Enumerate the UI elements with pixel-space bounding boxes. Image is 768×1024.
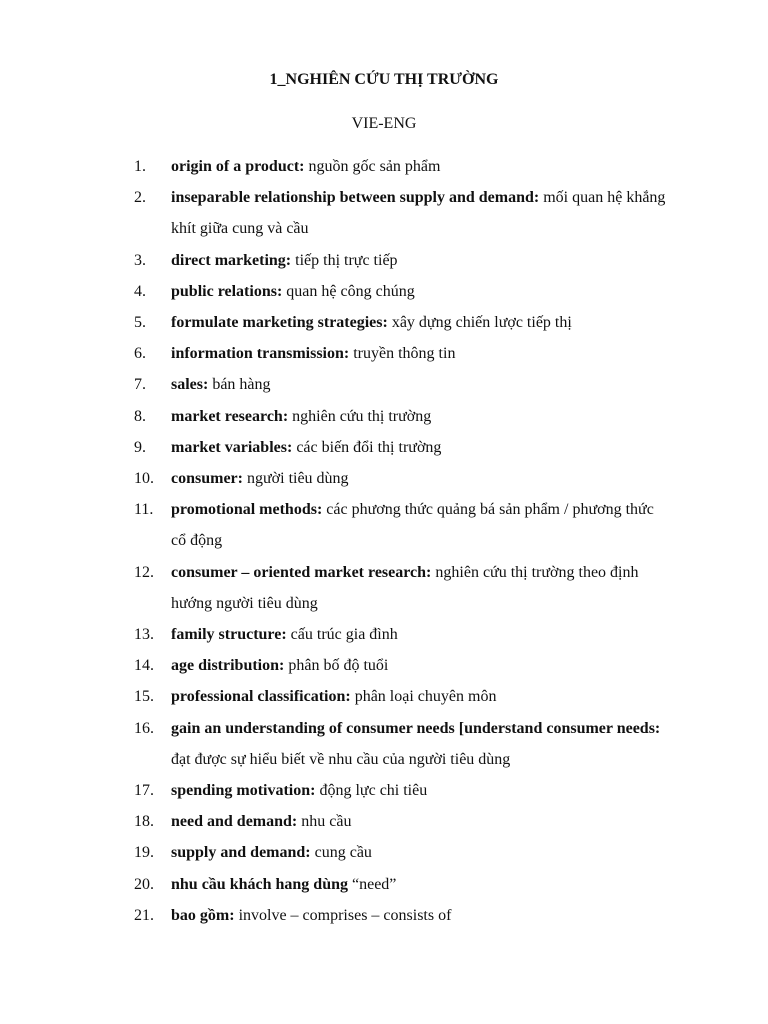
item-meaning: mối quan hệ khắng khít giữa cung và cầu: [171, 189, 666, 238]
list-item: [0, 900, 768, 931]
list-item: [0, 245, 768, 276]
item-meaning: các phương thức quảng bá sản phẩm / phương thức cổ động: [171, 501, 654, 550]
item-term: promotional methods:: [171, 501, 323, 519]
item-term: nhu cầu khách hang dùng: [171, 875, 348, 893]
list-item: [0, 151, 768, 182]
item-number: 16.: [134, 719, 154, 737]
item-number: 9.: [134, 438, 146, 456]
item-term: formulate marketing strategies:: [171, 314, 388, 332]
item-term: spending motivation:: [171, 782, 316, 800]
item-meaning: tiếp thị trực tiếp: [291, 251, 398, 269]
item-meaning: phân bố độ tuổi: [284, 657, 389, 675]
item-meaning: involve – comprises – consists of: [234, 906, 452, 924]
item-number: 20.: [134, 875, 154, 893]
item-number: 18.: [134, 813, 154, 831]
list-item: [0, 276, 768, 307]
item-number: 11.: [134, 501, 154, 519]
list-item: [0, 338, 768, 369]
item-meaning: các biến đổi thị trường: [292, 438, 442, 456]
item-meaning: cấu trúc gia đình: [286, 626, 398, 644]
list-item: [0, 557, 768, 619]
item-number: 6.: [134, 345, 146, 363]
vocabulary-list: [0, 151, 768, 931]
item-number: 21.: [134, 906, 154, 924]
item-number: 13.: [134, 626, 154, 644]
item-term: market variables:: [171, 438, 293, 456]
item-term: consumer:: [171, 470, 243, 488]
item-term: direct marketing:: [171, 251, 292, 269]
item-meaning: “need”: [347, 875, 397, 893]
item-number: 12.: [134, 563, 154, 581]
item-meaning: nghiên cứu thị trường: [288, 407, 432, 425]
item-number: 7.: [134, 376, 146, 394]
item-term: supply and demand:: [171, 844, 311, 862]
item-term: age distribution:: [171, 657, 285, 675]
item-term: sales:: [171, 376, 209, 394]
item-term: consumer – oriented market research:: [171, 563, 432, 581]
item-meaning: xây dựng chiến lược tiếp thị: [387, 314, 572, 332]
list-item: [0, 619, 768, 650]
list-item: [0, 713, 768, 775]
document-title: 1_NGHIÊN CỨU THỊ TRƯỜNG: [269, 71, 499, 88]
item-number: 17.: [134, 782, 154, 800]
item-term: public relations:: [171, 282, 283, 300]
item-term: origin of a product:: [171, 158, 305, 175]
item-term: family structure:: [171, 626, 287, 644]
list-item: [0, 681, 768, 712]
item-number: 10.: [134, 470, 154, 488]
list-item: [0, 463, 768, 494]
list-item: [0, 432, 768, 463]
item-number: 8.: [134, 407, 146, 425]
item-meaning: nguồn gốc sản phẩm: [304, 158, 441, 175]
item-meaning: nghiên cứu thị trường theo định hướng người tiêu dùng: [171, 563, 639, 612]
item-term: professional classification:: [171, 688, 351, 706]
list-item: [0, 650, 768, 681]
list-item: [0, 369, 768, 400]
item-number: 4.: [134, 282, 146, 300]
item-number: 19.: [134, 844, 154, 862]
list-item: [0, 806, 768, 837]
item-meaning: cung cầu: [310, 844, 372, 862]
item-meaning: phân loại chuyên môn: [350, 688, 497, 706]
item-number: 5.: [134, 314, 146, 332]
list-item: [0, 307, 768, 338]
list-item: [0, 775, 768, 806]
item-meaning: đạt được sự hiểu biết về nhu cầu của người tiêu dùng: [171, 750, 511, 768]
item-term: bao gồm:: [171, 906, 235, 924]
item-number: 14.: [134, 657, 154, 675]
item-meaning: nhu cầu: [297, 813, 352, 831]
document-subtitle: VIE-ENG: [351, 115, 417, 132]
item-meaning: bán hàng: [208, 376, 271, 394]
list-item: [0, 837, 768, 868]
item-term: market research:: [171, 407, 289, 425]
item-term: information transmission:: [171, 345, 350, 363]
list-item: [0, 401, 768, 432]
item-number: 3.: [134, 251, 146, 269]
item-meaning: động lực chi tiêu: [315, 782, 428, 800]
item-term: gain an understanding of consumer needs [understand consumer needs:: [171, 719, 661, 737]
item-number: 1.: [134, 158, 146, 175]
item-number: 2.: [134, 189, 146, 207]
item-meaning: truyền thông tin: [349, 345, 456, 363]
item-meaning: người tiêu dùng: [242, 470, 349, 488]
list-item: [0, 182, 768, 244]
item-number: 15.: [134, 688, 154, 706]
item-meaning: quan hệ công chúng: [282, 282, 415, 300]
list-item: [0, 494, 768, 556]
item-term: inseparable relationship between supply and demand:: [171, 189, 540, 207]
list-item: [0, 869, 768, 900]
item-term: need and demand:: [171, 813, 298, 831]
